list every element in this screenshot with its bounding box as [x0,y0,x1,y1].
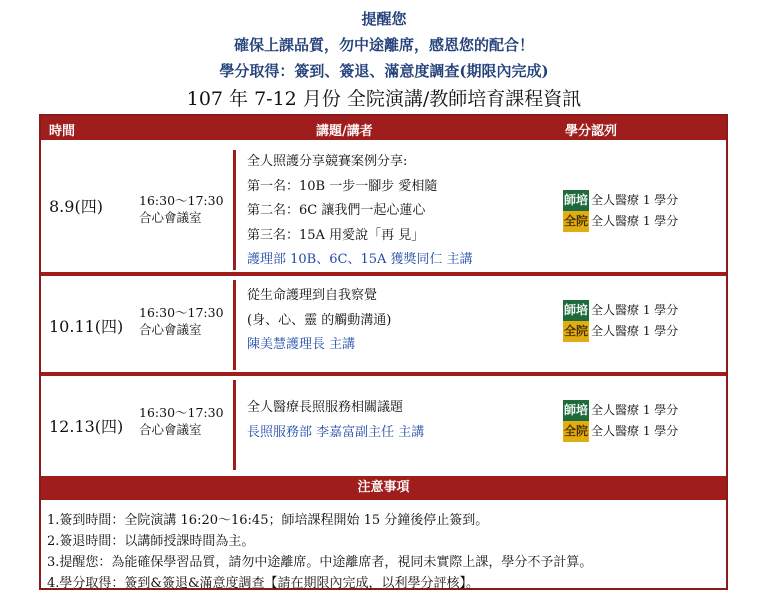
credit-tag-teacher: 師培 [563,400,589,421]
notice-item: 4.學分取得：簽到&簽退&滿意度調查【請在期限內完成，以利學分評核】。 [47,576,480,591]
notice-item: 2.簽退時間：以講師授課時間為主。 [47,534,255,549]
credit-item [563,300,678,321]
notice-item: 3.提醒您：為能確保學習品質，請勿中途離席。中途離席者，視同未實際上課，學分不予計算。 [47,555,593,570]
session-time-room [139,404,224,438]
schedule-table [39,114,728,590]
credit-text: 全人醫療 1 學分 [591,214,679,228]
notice-item: 1.簽到時間：全院演講 16:20～16:45；師培課程開始 15 分鐘後停止簽到。 [47,513,489,528]
column-header-credit: 學分認列 [565,124,618,139]
topic-line: 第三名：15A 用愛說「再 見」 [247,227,425,243]
session-topic [247,396,424,445]
credit-text: 全人醫療 1 學分 [591,324,679,338]
notice-list [47,510,592,594]
credit-item [563,190,678,211]
credit-text: 全人醫療 1 學分 [591,424,679,438]
session-room: 合心會議室 [139,322,202,337]
credit-tag-hospital: 全院 [563,211,589,232]
credit-tag-hospital: 全院 [563,321,589,342]
column-header-topic: 講題/講者 [316,124,373,139]
session-topic [247,284,391,358]
credit-item [563,400,678,421]
credit-text: 全人醫療 1 學分 [591,403,679,417]
row-divider [233,150,236,270]
topic-line: 從生命護理到自我察覺 [247,288,378,303]
credit-item [563,321,678,342]
credit-tag-hospital: 全院 [563,421,589,442]
session-time: 16:30～17:30 [139,193,224,208]
session-room: 合心會議室 [139,210,202,225]
session-credits [563,300,678,342]
topic-line: 第一名：10B 一步一腳步 愛相隨 [247,178,438,194]
session-time-room [139,192,224,226]
session-credits [563,190,678,232]
topic-line: 全人照護分享競賽案例分享: [247,154,408,169]
notice-heading: 注意事項 [41,476,726,500]
topic-line: (身、心、靈 的觸動溝通) [247,312,392,328]
session-credits [563,400,678,442]
row-divider [233,280,236,370]
table-header [41,116,726,140]
column-header-time: 時間 [49,124,76,139]
credit-text: 全人醫療 1 學分 [591,303,679,317]
reminder-heading: 提醒您 [361,10,407,28]
session-date: 12.13(四) [49,417,124,436]
row-divider [233,380,236,470]
session-time-room [139,304,224,338]
credit-tag-teacher: 師培 [563,300,589,321]
session-date: 10.11(四) [49,317,124,336]
reminder-line: 確保上課品質，勿中途離席，感恩您的配合！ [233,36,534,54]
table-row [41,376,726,472]
credit-item [563,211,678,232]
credit-tag-teacher: 師培 [563,190,589,211]
table-row [41,144,726,272]
session-time: 16:30～17:30 [139,405,224,420]
session-speaker: 陳美慧護理長 主講 [247,337,356,352]
credit-requirement-line: 學分取得：簽到、簽退、滿意度調查(期限內完成) [219,62,549,80]
topic-line: 第二名：6C 讓我們一起心蓮心 [247,203,426,218]
session-speaker: 護理部 10B、6C、15A 獲獎同仁 主講 [247,252,473,267]
table-row [41,276,726,372]
session-time: 16:30～17:30 [139,305,224,320]
session-date: 8.9(四) [49,197,103,216]
credit-text: 全人醫療 1 學分 [591,193,679,207]
topic-line: 全人醫療長照服務相關議題 [247,400,404,415]
session-topic [247,150,473,273]
session-room: 合心會議室 [139,422,202,437]
page-title: 107 年 7-12 月份 全院演講/教師培育課程資訊 [186,88,582,110]
session-speaker: 長照服務部 李嘉富副主任 主講 [247,424,425,440]
credit-item [563,421,678,442]
